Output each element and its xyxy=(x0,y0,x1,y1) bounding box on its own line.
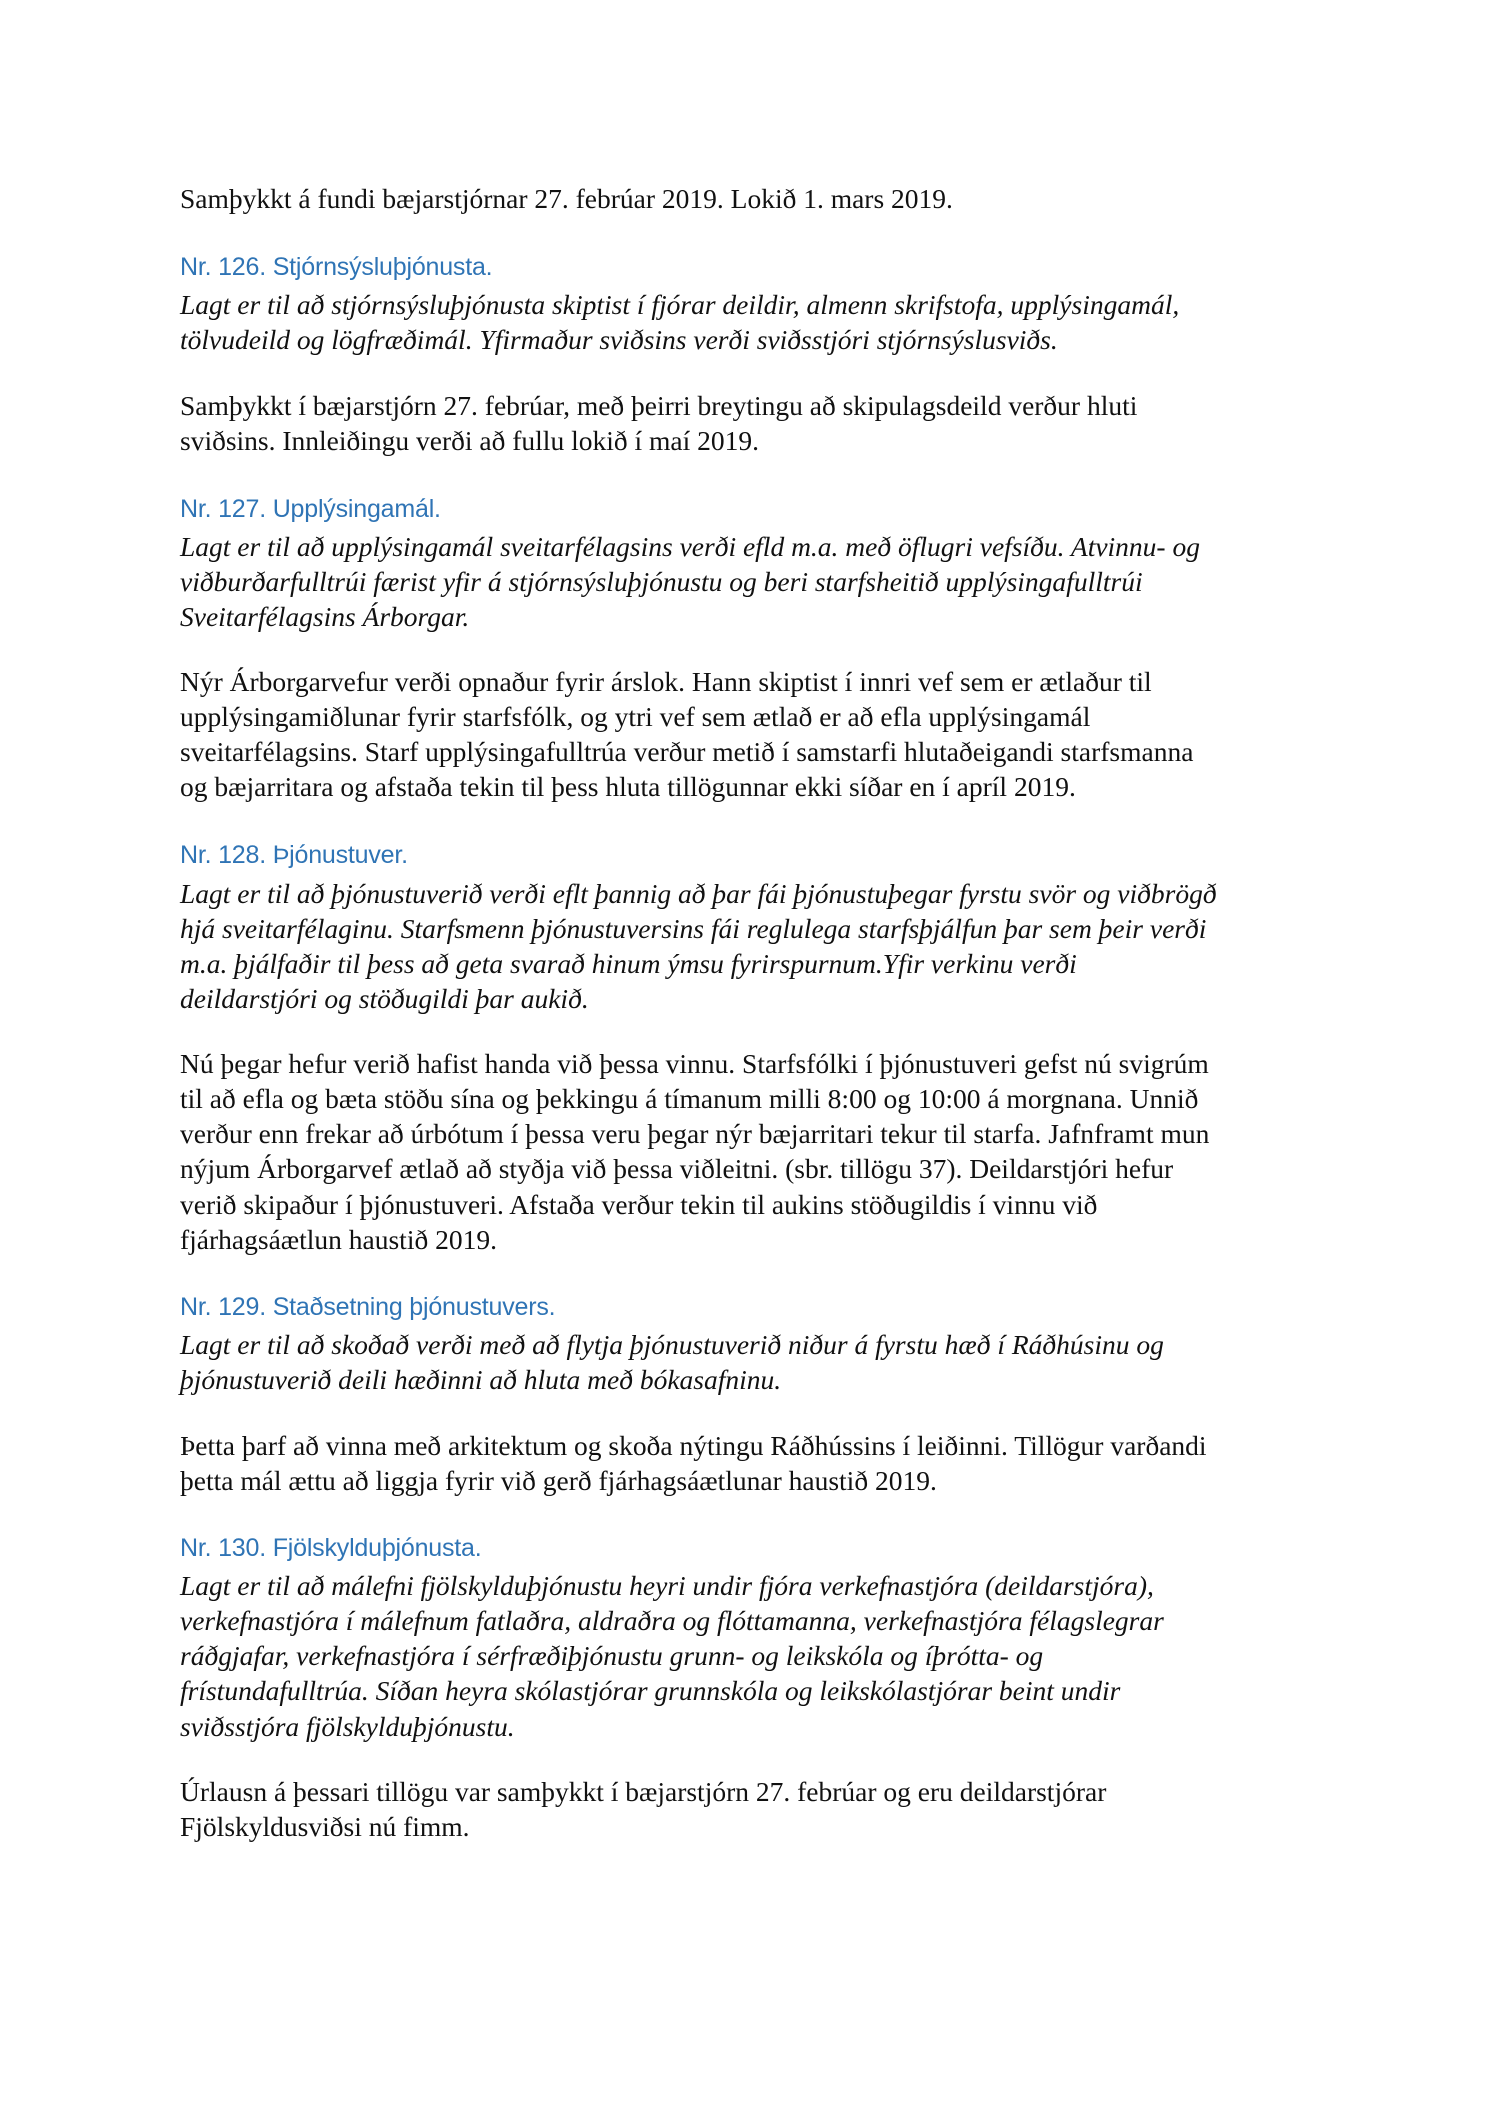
proposal-text-line: m.a. þjálfaðir til þess að geta svarað hinum ýmsu fyrirspurnum.Yfir verkinu verði xyxy=(180,948,1077,980)
response-text-line: Samþykkt í bæjarstjórn 27. febrúar, með þeirri breytingu að skipulagsdeild verður hluti xyxy=(180,389,1138,421)
proposal-text-line: Sveitarfélagsins Árborgar. xyxy=(180,601,470,633)
proposal-text-line: verkefnastjóra í málefnum fatlaðra, aldraðra og flóttamanna, verkefnastjóra félagslegrar xyxy=(180,1604,1164,1636)
response-text-line: Þetta þarf að vinna með arkitektum og skoða nýtingu Ráðhússins í leiðinni. Tillögur varðandi xyxy=(180,1429,1207,1461)
proposal-text-line: tölvudeild og lögfræðimál. Yfirmaður sviðsins verði sviðsstjóri stjórnsýslusviðs. xyxy=(180,323,1058,355)
proposal-text-line: þjónustuverið deili hæðinni að hluta með bókasafninu. xyxy=(180,1363,782,1395)
response-text-line: Fjölskyldusviðsi nú fimm. xyxy=(180,1810,470,1842)
response-text-line: upplýsingamiðlunar fyrir starfsfólk, og ytri vef sem ætlað er að efla upplýsingamál xyxy=(180,700,1091,732)
response-text-line: til að efla og bæta stöðu sína og þekkingu á tímanum milli 8:00 og 10:00 á morgnana. Unnið xyxy=(180,1082,1199,1114)
proposal-text-line: deildarstjóri og stöðugildi þar aukið. xyxy=(180,983,589,1015)
proposal-text-line: frístundafulltrúa. Síðan heyra skólastjórar grunnskóla og leikskólastjórar beint undir xyxy=(180,1675,1121,1707)
proposal-text-line: Lagt er til að skoðað verði með að flytja þjónustuverið niður á fyrstu hæð í Ráðhúsinu og xyxy=(180,1328,1164,1360)
response-text-line: og bæjarritara og afstaða tekin til þess hluta tillögunnar ekki síðar en í apríl 2019. xyxy=(180,771,1076,803)
response-text-line: Úrlausn á þessari tillögu var samþykkt í bæjarstjórn 27. febrúar og eru deildarstjórar xyxy=(180,1775,1107,1807)
response-text-line: nýjum Árborgarvef ætlað að styðja við þessa viðleitni. (sbr. tillögu 37). Deildarstjóri hefur xyxy=(180,1153,1174,1185)
section-heading: Nr. 126. Stjórnsýsluþjónusta. xyxy=(180,252,493,281)
response-text-line: Nýr Árborgarvefur verði opnaður fyrir árslok. Hann skiptist í innri vef sem er ætlaður til xyxy=(180,665,1152,697)
proposal-text-line: viðburðarfulltrúi færist yfir á stjórnsýsluþjónustu og beri starfsheitið upplýsingafulltrúi xyxy=(180,565,1143,597)
section-heading: Nr. 130. Fjölskylduþjónusta. xyxy=(180,1533,482,1562)
intro-text-line: Samþykkt á fundi bæjarstjórnar 27. febrúar 2019. Lokið 1. mars 2019. xyxy=(180,182,953,214)
response-text-line: fjárhagsáætlun haustið 2019. xyxy=(180,1224,497,1255)
response-text-line: sviðsins. Innleiðingu verði að fullu lokið í maí 2019. xyxy=(180,424,759,456)
response-text-line: þetta mál ættu að liggja fyrir við gerð fjárhagsáætlunar haustið 2019. xyxy=(180,1464,937,1496)
section-heading: Nr. 129. Staðsetning þjónustuvers. xyxy=(180,1292,556,1321)
section-heading: Nr. 127. Upplýsingamál. xyxy=(180,494,441,523)
response-text-line: verður enn frekar að úrbótum í þessa veru þegar nýr bæjarritari tekur til starfa. Jafnframt mun xyxy=(180,1118,1210,1150)
proposal-text-line: ráðgjafar, verkefnastjóra í sérfræðiþjónustu grunn- og leikskóla og íþrótta- og xyxy=(180,1640,1044,1672)
section-heading: Nr. 128. Þjónustuver. xyxy=(180,840,408,869)
response-text-line: sveitarfélagsins. Starf upplýsingafulltrúa verður metið í samstarfi hlutaðeigandi starfsmanna xyxy=(180,736,1194,768)
proposal-text-line: hjá sveitarfélaginu. Starfsmenn þjónustuversins fái reglulega starfsþjálfun þar sem þeir verði xyxy=(180,912,1207,944)
proposal-text-line: Lagt er til að málefni fjölskylduþjónustu heyri undir fjóra verkefnastjóra (deildarstjóra), xyxy=(180,1569,1154,1601)
proposal-text-line: Lagt er til að stjórnsýsluþjónusta skiptist í fjórar deildir, almenn skrifstofa, upplýsingamál, xyxy=(180,288,1180,320)
response-text-line: Nú þegar hefur verið hafist handa við þessa vinnu. Starfsfólki í þjónustuveri gefst nú svigrúm xyxy=(180,1047,1209,1079)
proposal-text-line: sviðsstjóra fjölskylduþjónustu. xyxy=(180,1710,515,1742)
proposal-text-line: Lagt er til að þjónustuverið verði eflt þannig að þar fái þjónustuþegar fyrstu svör og viðbrögð xyxy=(180,877,1217,909)
proposal-text-line: Lagt er til að upplýsingamál sveitarfélagsins verði efld m.a. með öflugri vefsíðu. Atvinnu- og xyxy=(180,530,1200,562)
response-text-line: verið skipaður í þjónustuveri. Afstaða verður tekin til aukins stöðugildis í vinnu við xyxy=(180,1188,1098,1220)
